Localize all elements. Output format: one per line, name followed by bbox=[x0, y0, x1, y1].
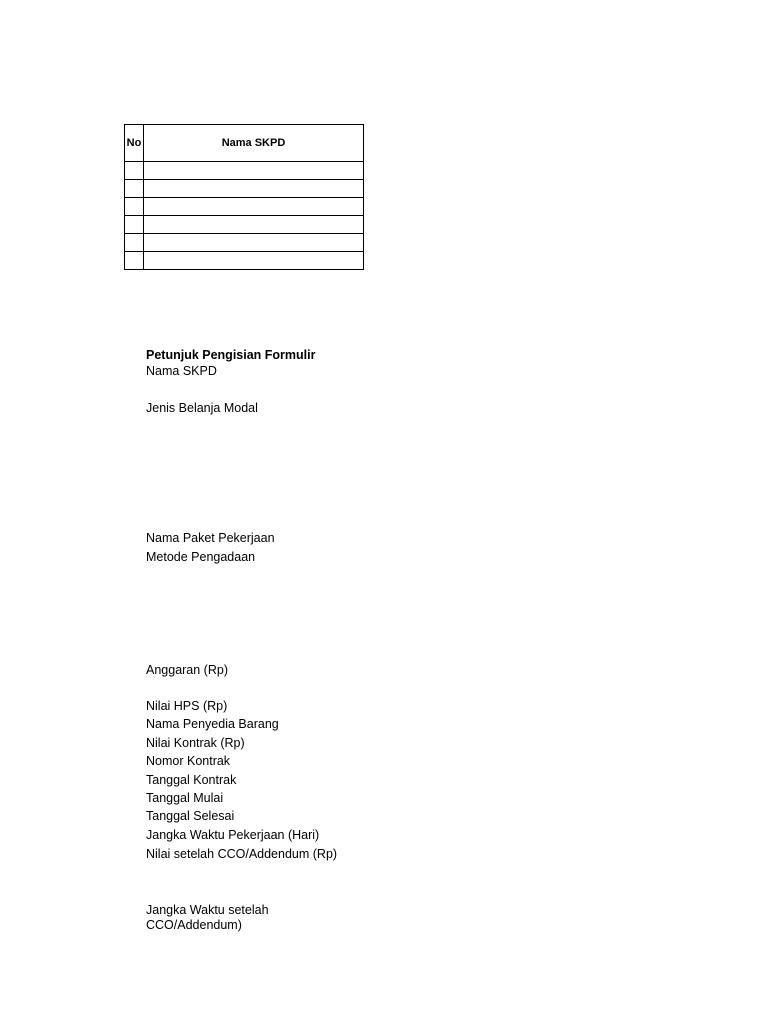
table-row bbox=[125, 162, 364, 180]
field-label-jangka-waktu-pekerjaan: Jangka Waktu Pekerjaan (Hari) bbox=[146, 828, 320, 842]
table-cell-no bbox=[125, 216, 144, 234]
field-label-nilai-hps: Nilai HPS (Rp) bbox=[146, 699, 228, 713]
table-cell-nama-skpd bbox=[144, 180, 364, 198]
column-header-no: No bbox=[125, 125, 144, 162]
table-cell-no bbox=[125, 198, 144, 216]
table-cell-nama-skpd bbox=[144, 162, 364, 180]
table-row bbox=[125, 198, 364, 216]
field-label-nama-penyedia-barang: Nama Penyedia Barang bbox=[146, 717, 279, 731]
field-label-tanggal-mulai: Tanggal Mulai bbox=[146, 791, 224, 805]
field-label-jangka-waktu-setelah-cco: Jangka Waktu setelah CCO/Addendum) bbox=[146, 903, 269, 932]
table-cell-nama-skpd bbox=[144, 252, 364, 270]
column-header-nama-skpd: Nama SKPD bbox=[144, 125, 364, 162]
table-cell-no bbox=[125, 162, 144, 180]
field-label-metode-pengadaan: Metode Pengadaan bbox=[146, 550, 256, 564]
table-row bbox=[125, 216, 364, 234]
table-header-row bbox=[125, 125, 364, 162]
table-row bbox=[125, 252, 364, 270]
table-cell-nama-skpd bbox=[144, 234, 364, 252]
field-label-nilai-kontrak: Nilai Kontrak (Rp) bbox=[146, 736, 245, 750]
field-label-jenis-belanja-modal: Jenis Belanja Modal bbox=[146, 401, 258, 415]
table-cell-no bbox=[125, 180, 144, 198]
instructions-title: Petunjuk Pengisian Formulir bbox=[146, 348, 316, 362]
field-label-tanggal-kontrak: Tanggal Kontrak bbox=[146, 773, 237, 787]
table-row bbox=[125, 234, 364, 252]
table-cell-no bbox=[125, 252, 144, 270]
field-label-tanggal-selesai: Tanggal Selesai bbox=[146, 809, 235, 823]
table-cell-no bbox=[125, 234, 144, 252]
field-label-anggaran: Anggaran (Rp) bbox=[146, 663, 228, 677]
field-label-nilai-setelah-cco: Nilai setelah CCO/Addendum (Rp) bbox=[146, 847, 338, 861]
table-cell-nama-skpd bbox=[144, 216, 364, 234]
table-cell-nama-skpd bbox=[144, 198, 364, 216]
skpd-table bbox=[124, 124, 364, 270]
field-label-nama-skpd: Nama SKPD bbox=[146, 364, 217, 378]
field-label-nama-paket-pekerjaan: Nama Paket Pekerjaan bbox=[146, 531, 275, 545]
field-label-nomor-kontrak: Nomor Kontrak bbox=[146, 754, 231, 768]
table-row bbox=[125, 180, 364, 198]
